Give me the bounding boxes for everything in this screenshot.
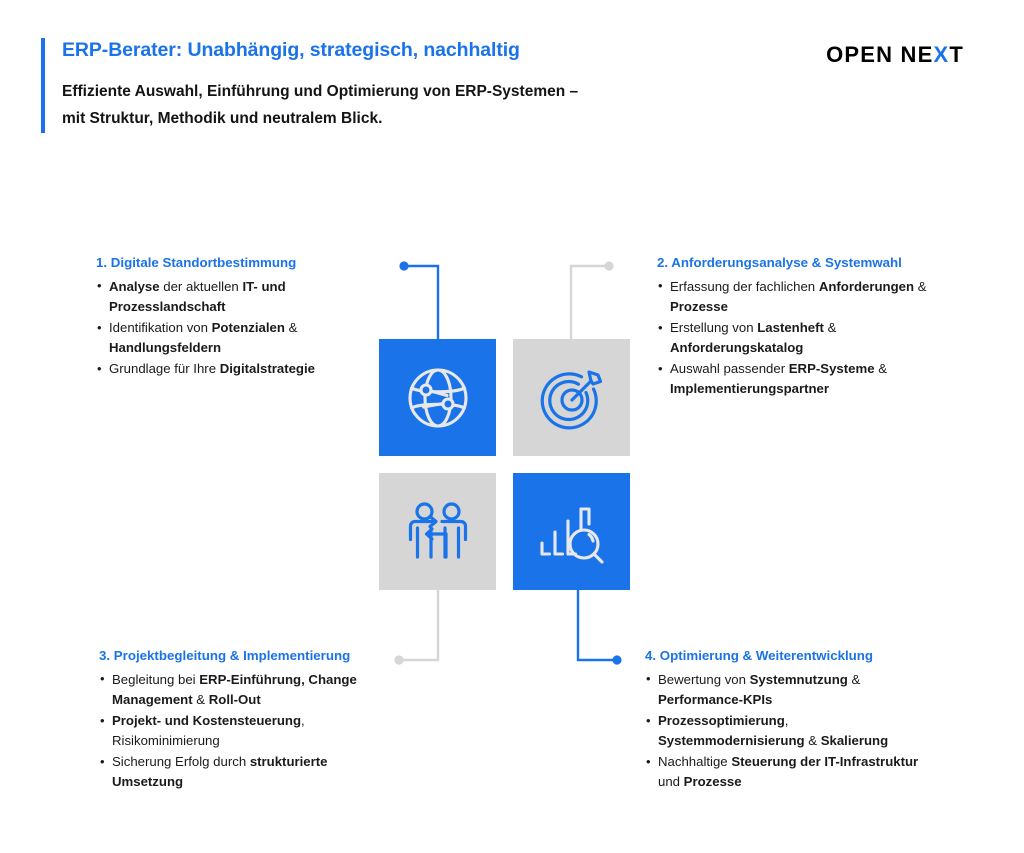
list-item: • Sicherung Erfolg durch strukturierte Umsetzung (99, 752, 387, 792)
tile-optimierung-weiterentwicklung[interactable] (513, 473, 630, 590)
icon-grid (379, 339, 630, 590)
step-block-3 (99, 647, 387, 793)
list-item: • Auswahl passender ERP-Systeme & Implementierungspartner (657, 359, 947, 399)
list-item: • Nachhaltige Steuerung der IT-Infrastruktur und Prozesse (645, 752, 935, 792)
step-bullets-2 (657, 277, 947, 399)
connector-step-4 (571, 588, 626, 666)
connector-step-1 (398, 260, 448, 345)
page-title: ERP-Berater: Unabhängig, strategisch, nachhaltig (62, 39, 520, 61)
step-bullets-4 (645, 670, 935, 792)
open-next-logo (826, 44, 964, 66)
list-item: • Analyse der aktuellen IT- und Prozesslandschaft (96, 277, 358, 317)
step-title-4: 4. Optimierung & Weiterentwicklung (645, 648, 874, 663)
step-title-2: 2. Anforderungsanalyse & Systemwahl (657, 255, 902, 270)
list-item: • Bewertung von Systemnutzung & Performance-KPIs (645, 670, 935, 710)
bar-chart-search-icon (536, 496, 608, 568)
step-bullets-1 (96, 277, 358, 379)
step-title-3: 3. Projektbegleitung & Implementierung (99, 648, 351, 663)
step-bullets-3 (99, 670, 387, 792)
target-arrow-icon (536, 362, 608, 434)
list-item: • Projekt- und Kostensteuerung, Risikominimierung (99, 711, 387, 751)
tile-digitale-standortbestimmung[interactable] (379, 339, 496, 456)
list-item: • Grundlage für Ihre Digitalstrategie (96, 359, 358, 379)
list-item: • Erfassung der fachlichen Anforderungen & Prozesse (657, 277, 947, 317)
logo-text-part2: T (949, 42, 964, 67)
list-item: • Identifikation von Potenzialen & Handlungsfeldern (96, 318, 358, 358)
page-subtitle: Effiziente Auswahl, Einführung und Optimierung von ERP-Systemen – mit Struktur, Methodik und neutralem Blick. (62, 83, 579, 127)
logo-text-part1: OPEN NE (826, 42, 934, 67)
list-item: • Begleitung bei ERP-Einführung, Change Management & Roll-Out (99, 670, 387, 710)
people-exchange-icon (402, 496, 474, 568)
globe-network-icon (402, 362, 474, 434)
connector-step-3 (390, 588, 445, 666)
connector-step-2 (561, 260, 616, 345)
logo-highlight-x: X (933, 42, 950, 67)
list-item: • Erstellung von Lastenheft & Anforderungskatalog (657, 318, 947, 358)
tile-anforderungsanalyse-systemwahl[interactable] (513, 339, 630, 456)
step-block-2 (657, 254, 947, 400)
header (41, 38, 661, 133)
tile-projektbegleitung-implementierung[interactable] (379, 473, 496, 590)
step-block-1 (96, 254, 358, 380)
list-item: • Prozessoptimierung, Systemmodernisierung & Skalierung (645, 711, 935, 751)
step-title-1: 1. Digitale Standortbestimmung (96, 255, 297, 270)
step-block-4 (645, 647, 935, 793)
